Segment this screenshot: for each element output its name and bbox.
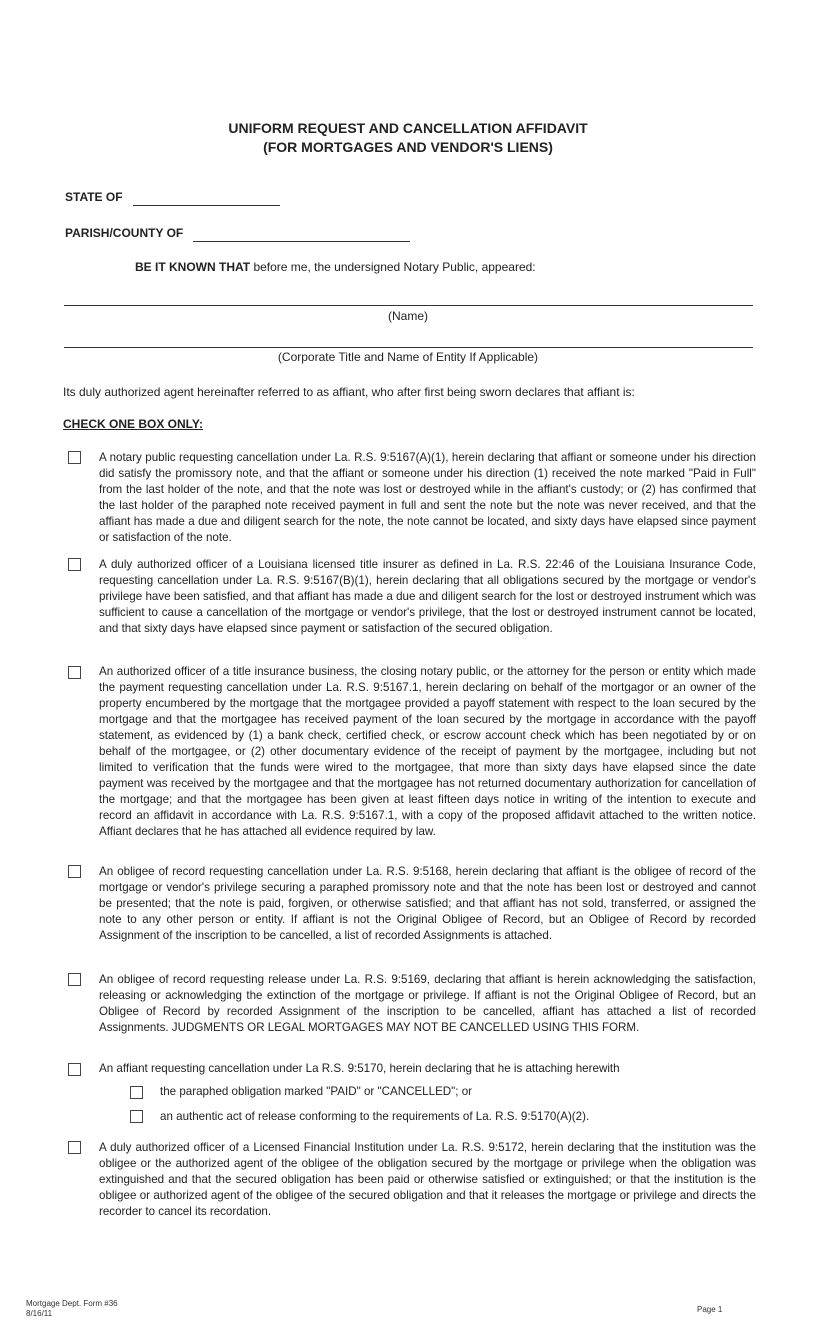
- parish-label: PARISH/COUNTY OF: [65, 226, 184, 240]
- footer-form-date: 8/16/11: [26, 1309, 53, 1318]
- option-6-checkbox[interactable]: [68, 1063, 81, 1076]
- be-it-known-bold: BE IT KNOWN THAT: [135, 260, 251, 274]
- footer-page-number: Page 1: [697, 1305, 723, 1314]
- option-5-text: An obligee of record requesting release under La. R.S. 9:5169, declaring that affiant is herein acknowledging the satisfaction, releasing or acknowledging the extinction of the mortgage or privilege. If affiant is not the Original Obligee of Record, but an Obligee of Record by recorded Assignment of the inscription to be cancelled, affiant has attached a list of recorded Assignments. JUDGMENTS OR LEGAL MORTGAGES MAY NOT BE CANCELLED USING THIS FORM.: [99, 973, 756, 1034]
- option-2-text: A duly authorized officer of a Louisiana licensed title insurer as defined in La. R.S. 22:46 of the Louisiana Insurance Code, requesting cancellation under La. R.S. 9:5167(B)(1), herein declaring that all obligations secured by the mortgage or vendor's privilege have been satisfied, and that affiant has made a due and diligent search for the lost or destroyed instrument which was sufficient to cause a cancellation of the mortgage or vendor's privilege, that the lost or destroyed instrument cannot be located, and that sixty days have elapsed since payment or satisfaction of the secured obligation.: [99, 558, 756, 635]
- option-1-text: A notary public requesting cancellation under La. R.S. 9:5167(A)(1), herein declaring that affiant or someone under his direction did satisfy the promissory note, and that the affiant or someone under his direction (1) received the note marked "Paid in Full" from the last holder of the note, and that the note was lost or destroyed while in the affiant's custody; or (2) has confirmed that the last holder of the paraphed note received payment in full and sent the note but the note was never received, and that the affiant has made a due and diligent search for the note, the note cannot be located, and sixty days have elapsed since payment or satisfaction of the note.: [99, 451, 756, 544]
- corporate-title-field[interactable]: [64, 347, 753, 348]
- option-4-checkbox[interactable]: [68, 865, 81, 878]
- option-3-text: An authorized officer of a title insurance business, the closing notary public, or the attorney for the person or entity which made the payment requesting cancellation under La. R.S. 9:5167.1, herein declaring on behalf of the mortgagor or an owner of the property encumbered by the mortgage that the mortgagee provided a payoff statement with respect to the loan secured by the mortgage and that the mortgagee has received payment of the loan secured by the mortgage in accordance with the payoff statement, as evidenced by (1) a bank check, certified check, or escrow account check which has been negotiated by or on behalf of the mortgagee, or (2) other documentary evidence of the receipt of payment by the mortgagee, including but not limited to verification that the funds were wired to the mortgagee, that more than sixty days have elapsed since the date payment was received by the mortgagee and that the mortgagee has not returned documentary authorization for cancellation of the mortgage; and that the mortgagee has been given at least fifteen days notice in writing of the intention to execute and record an affidavit in accordance with La. R.S. 9:5167.1, with a copy of the proposed affidavit attached to the written notice. Affiant declares that he has attached all evidence required by law.: [99, 665, 756, 838]
- sub-option-1-checkbox[interactable]: [130, 1086, 143, 1099]
- footer-form-name: Mortgage Dept. Form #36: [26, 1299, 118, 1308]
- sub-option-2-text: an authentic act of release conforming to the requirements of La. R.S. 9:5170(A)(2).: [160, 1110, 590, 1123]
- sub-option-1-text: the paraphed obligation marked "PAID" or "CANCELLED"; or: [160, 1085, 473, 1098]
- parish-field[interactable]: [193, 241, 410, 242]
- option-5-checkbox[interactable]: [68, 973, 81, 986]
- name-caption: (Name): [387, 309, 428, 323]
- be-it-known-line: [135, 260, 536, 274]
- check-one-heading: CHECK ONE BOX ONLY:: [63, 417, 204, 431]
- option-4-text: An obligee of record requesting cancellation under La. R.S. 9:5168, herein declaring that affiant is the obligee of record of the mortgage or vendor's privilege securing a paraphed promissory note and that the note has been lost or destroyed and cannot be presented; that the note is paid, forgiven, or otherwise satisfied; and that affiant has not sold, transferred, or assigned the note to any other person or entity. If affiant is not the Original Obligee of Record, but an Obligee of Record by recorded Assignment of the inscription to be cancelled, a list of recorded Assignments is attached.: [99, 865, 756, 942]
- option-7-checkbox[interactable]: [68, 1141, 81, 1154]
- option-6-text: An affiant requesting cancellation under La R.S. 9:5170, herein declaring that he is attaching herewith: [99, 1062, 620, 1075]
- affiant-declaration-intro: Its duly authorized agent hereinafter referred to as affiant, who after first being sworn declares that affiant is:: [63, 385, 635, 399]
- document-title-line2: (FOR MORTGAGES AND VENDOR'S LIENS): [263, 139, 553, 155]
- state-label: STATE OF: [65, 190, 123, 204]
- sub-option-2-checkbox[interactable]: [130, 1110, 143, 1123]
- be-it-known-text: before me, the undersigned Notary Public, appeared:: [250, 260, 536, 274]
- option-3-checkbox[interactable]: [68, 666, 81, 679]
- name-field[interactable]: [64, 305, 753, 306]
- state-field[interactable]: [133, 205, 280, 206]
- document-title-line1: UNIFORM REQUEST AND CANCELLATION AFFIDAVIT: [228, 120, 588, 136]
- corporate-title-caption: (Corporate Title and Name of Entity If Applicable): [277, 350, 539, 364]
- option-2-checkbox[interactable]: [68, 558, 81, 571]
- option-7-text: A duly authorized officer of a Licensed Financial Institution under La. R.S. 9:5172, herein declaring that the institution was the obligee or the authorized agent of the obligee of the obligation secured by the mortgage or privilege when the obligation was extinguished and that the secured obligation has been paid or otherwise satisfied or extinguished; or that the institution is the obligee or authorized agent of the obligee of the secured obligation and that it releases the mortgage or privilege and directs the recorder to cancel its recordation.: [99, 1141, 756, 1218]
- option-1-checkbox[interactable]: [68, 451, 81, 464]
